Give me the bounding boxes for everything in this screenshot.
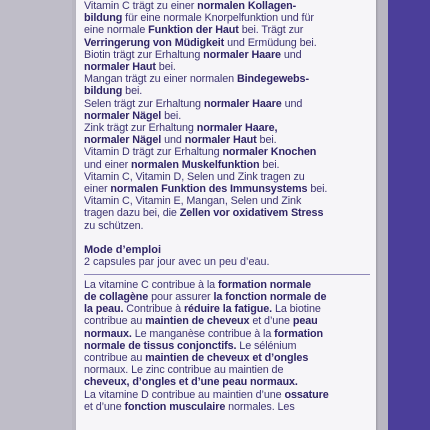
french-text-segment: réduire la fatigue. [183,303,273,316]
german-text-segment: normaler Nägel [84,109,162,122]
german-text-segment: Vitamin D trägt zur Erhaltung [84,146,223,159]
german-text-segment: normaler Haut [84,61,156,74]
section-divider [84,274,370,275]
german-text-segment: und Ermüdung bei. [224,36,317,49]
german-text-segment: bei. [259,158,280,171]
german-text-segment: bildung [84,85,123,98]
french-line [84,389,376,401]
french-line [84,376,376,388]
german-text-segment: bildung [84,12,123,25]
german-text-segment: für eine normale Knorpelfunktion und für [122,12,314,25]
german-line [84,207,376,219]
french-text-segment: formation [274,327,324,340]
german-text-segment: Biotin trägt zur Erhaltung [84,48,204,61]
german-line [84,159,376,171]
french-text-segment: formation normale [217,278,312,291]
french-text-segment: La vitamine D contribue au maintien d’une [84,388,285,401]
french-text-segment: Contribue à [123,303,184,316]
german-line [84,12,376,24]
french-text-segment: peau [292,315,318,328]
french-line [84,352,376,364]
german-text-segment: bei. [307,183,328,196]
product-label [76,0,376,430]
german-text-segment: Mangan trägt zu einer normalen [84,73,237,86]
german-text-segment: Zink trägt zur Erhaltung [84,122,197,135]
german-line [84,98,376,110]
german-text-segment: Vitamin C, Vitamin E, Mangan, Selen und Zink [84,195,302,208]
french-line [84,340,376,352]
german-text-segment: einer [84,183,111,196]
german-text-segment: bei. Trägt zur [238,24,304,37]
german-line [84,220,376,232]
french-text-segment: La vitamine C contribue à la [84,278,218,291]
french-line [84,291,376,303]
french-line [84,315,376,327]
german-text-segment: normaler Nägel [84,134,162,147]
french-claims-text [76,279,376,413]
german-text-segment: normalen Muskelfunktion [131,158,260,171]
german-text-segment: bei. [256,134,277,147]
french-line [84,328,376,340]
french-line [84,364,376,376]
german-claims-text [76,0,376,232]
usage-title: Mode d’emploi [84,243,161,256]
german-text-segment: zu schützen. [84,219,144,232]
french-text-segment: et d’une [249,315,293,328]
french-text-segment: cheveux, d’ongles et d’une peau normaux. [84,376,298,389]
german-text-segment: bei. [155,61,176,74]
french-line [84,279,376,291]
usage-text: 2 capsules par jour avec un peu d’eau. [84,255,270,268]
german-text-segment: Vitamin C trägt zu einer [84,0,198,12]
german-line [84,146,376,158]
background-left [0,0,72,430]
french-text-segment: pour assurer [148,291,214,304]
german-text-segment: tragen dazu bei, die [84,207,180,220]
french-text-segment: contribue au [84,315,146,328]
german-line [84,110,376,122]
french-text-segment: normale de tissus conjonctifs. [84,339,237,352]
german-text-segment: und [280,48,302,61]
german-text-segment: normaler Haare, [196,122,278,135]
german-text-segment: normaler Knochen [222,146,317,159]
purple-packaging-edge [388,0,430,430]
french-text-segment: normaux. Le zinc contribue au maintien de [84,364,284,377]
french-text-segment: normales. Les [225,400,295,413]
german-text-segment: normalen Kollagen- [197,0,297,12]
french-line [84,303,376,315]
french-text-segment: maintien de cheveux et d’ongles [145,352,309,365]
german-line [84,24,376,36]
german-line [84,49,376,61]
german-text-segment: bei. [161,109,182,122]
french-text-segment: de collagène [84,291,149,304]
french-text-segment: La biotine [272,303,321,316]
german-text-segment: und [281,97,303,110]
german-text-segment: Funktion der Haut [148,24,239,37]
french-line [84,401,376,413]
german-text-segment: Bindegewebs- [236,73,309,86]
french-text-segment: maintien de cheveux [145,315,250,328]
german-line [84,37,376,49]
french-text-segment: et d’une [84,400,125,413]
german-text-segment: normaler Haut [184,134,257,147]
german-text-segment: normalen Funktion des Immunsystems [110,183,308,196]
german-text-segment: Verringerung von Müdigkeit [84,36,225,49]
french-text-segment: normaux. [84,327,132,340]
german-text-segment: Vitamin C, Vitamin D, Selen und Zink tragen zu [84,170,305,183]
german-line [84,73,376,85]
german-line [84,0,376,12]
german-text-segment: Selen trägt zur Erhaltung [84,97,204,110]
french-text-segment: contribue au [84,352,146,365]
german-line [84,183,376,195]
german-line [84,171,376,183]
french-text-segment: fonction musculaire [124,400,226,413]
french-text-segment: Le sélénium [236,339,297,352]
german-text-segment: Zellen vor oxidativem Stress [179,207,324,220]
french-text-segment: ossature [284,388,329,401]
german-line [84,85,376,97]
german-text-segment: bei. [122,85,143,98]
german-line [84,195,376,207]
french-text-segment: la fonction normale de [213,291,327,304]
french-text-segment: la peau. [84,303,124,316]
german-text-segment: und einer [84,158,132,171]
german-line [84,61,376,73]
german-line [84,134,376,146]
german-line [84,122,376,134]
german-text-segment: und [161,134,185,147]
german-text-segment: eine normale [84,24,149,37]
german-text-segment: normaler Haare [203,48,281,61]
german-text-segment: normaler Haare [203,97,282,110]
french-text-segment: Le manganèse contribue à la [131,327,275,340]
